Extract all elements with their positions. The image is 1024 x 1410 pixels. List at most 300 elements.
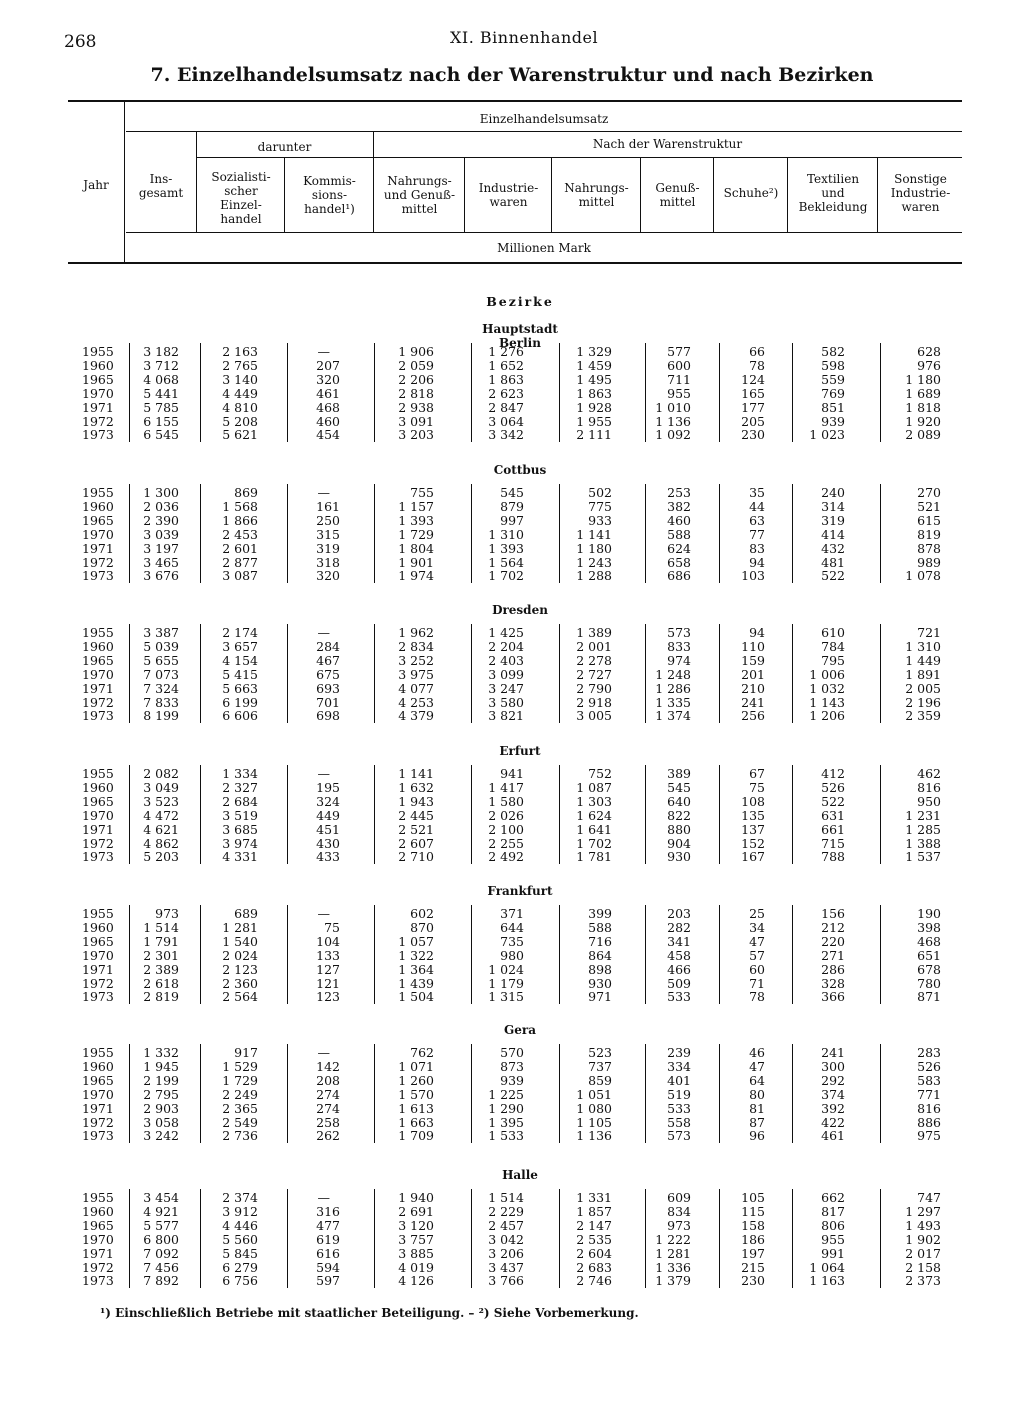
cell-industrie: 3 342: [488, 427, 524, 443]
cell-sozialistisch: 2 601: [222, 540, 258, 556]
cell-schuhe: 135: [741, 807, 765, 823]
cell-schuhe: 103: [741, 568, 765, 584]
cell-year: 1960: [82, 498, 114, 514]
table-row: [0, 837, 1024, 851]
cell-sonstige: 190: [917, 906, 941, 921]
cell-industrie: 3 064: [488, 413, 524, 429]
cell-sonstige: 615: [917, 512, 941, 528]
cell-sozialistisch: 1 540: [222, 933, 258, 949]
cell-nahrung_genuss: 3 120: [398, 1217, 434, 1233]
cell-nahrung_genuss: 2 206: [398, 371, 434, 387]
table-row: [0, 781, 1024, 795]
cell-sonstige: 2 196: [905, 694, 941, 710]
cell-insgesamt: 4 068: [143, 371, 179, 387]
table-row: [0, 1191, 1024, 1205]
cell-schuhe: 83: [749, 540, 765, 556]
header-vline: [713, 158, 714, 232]
cell-year: 1971: [82, 1245, 114, 1261]
cell-insgesamt: 2 618: [143, 975, 179, 991]
cell-textilien: 240: [821, 485, 845, 500]
cell-schuhe: 96: [749, 1128, 765, 1144]
cell-schuhe: 210: [741, 680, 765, 696]
cell-kommission: —: [317, 625, 330, 640]
cell-genussmittel: 973: [667, 1217, 691, 1233]
cell-nahrungsmittel: 1 389: [576, 625, 612, 640]
cell-genussmittel: 1 281: [655, 1245, 691, 1261]
header-vline: [124, 102, 125, 262]
cell-year: 1965: [82, 933, 114, 949]
header-vline: [551, 158, 552, 232]
cell-kommission: 430: [316, 835, 340, 851]
cell-insgesamt: 5 441: [143, 385, 179, 401]
table-row: [0, 1046, 1024, 1060]
cell-insgesamt: 2 389: [143, 961, 179, 977]
cell-nahrung_genuss: 1 613: [398, 1100, 434, 1116]
cell-kommission: 324: [316, 793, 340, 809]
cell-kommission: 127: [316, 961, 340, 977]
cell-nahrungsmittel: 716: [588, 933, 612, 949]
cell-sozialistisch: 2 765: [222, 357, 258, 373]
cell-sonstige: 771: [917, 1086, 941, 1102]
cell-sozialistisch: 1 866: [222, 512, 258, 528]
cell-schuhe: 105: [741, 1190, 765, 1205]
cell-schuhe: 35: [749, 485, 765, 500]
cell-nahrung_genuss: 2 607: [398, 835, 434, 851]
cell-genussmittel: 588: [667, 526, 691, 542]
cell-insgesamt: 2 301: [143, 947, 179, 963]
cell-schuhe: 110: [741, 638, 765, 654]
cell-textilien: 1 163: [809, 1273, 845, 1289]
cell-genussmittel: 239: [667, 1045, 691, 1060]
cell-sozialistisch: 3 685: [222, 821, 258, 837]
cell-nahrung_genuss: 2 818: [398, 385, 434, 401]
cell-kommission: 619: [316, 1231, 340, 1247]
cell-insgesamt: 7 073: [143, 666, 179, 682]
table-row: [0, 1205, 1024, 1219]
cell-nahrung_genuss: 4 126: [398, 1273, 434, 1289]
cell-sonstige: 1 310: [905, 638, 941, 654]
cell-industrie: 1 024: [488, 961, 524, 977]
cell-sonstige: 1 818: [905, 399, 941, 415]
cell-nahrung_genuss: 2 059: [398, 357, 434, 373]
cell-nahrungsmittel: 2 604: [576, 1245, 612, 1261]
cell-schuhe: 215: [741, 1259, 765, 1275]
cell-sonstige: 462: [917, 766, 941, 781]
cell-sonstige: 1 449: [905, 652, 941, 668]
cell-nahrungsmittel: 1 624: [576, 807, 612, 823]
group-title: Halle: [502, 1168, 538, 1182]
header-vline: [464, 158, 465, 232]
table-row: [0, 359, 1024, 373]
cell-sozialistisch: 6 199: [222, 694, 258, 710]
header-vline: [787, 158, 788, 232]
cell-industrie: 1 310: [488, 526, 524, 542]
cell-schuhe: 94: [749, 625, 765, 640]
header-col-textilien: Textilien und Bekleidung: [798, 172, 868, 214]
cell-textilien: 319: [821, 512, 845, 528]
header-millionen-mark: Millionen Mark: [497, 241, 591, 255]
cell-genussmittel: 203: [667, 906, 691, 921]
cell-kommission: —: [317, 485, 330, 500]
table-row: [0, 767, 1024, 781]
cell-sonstige: 521: [917, 498, 941, 514]
table-row: [0, 823, 1024, 837]
cell-schuhe: 87: [749, 1114, 765, 1130]
cell-schuhe: 78: [749, 989, 765, 1005]
cell-year: 1960: [82, 779, 114, 795]
cell-insgesamt: 3 523: [143, 793, 179, 809]
cell-year: 1970: [82, 1231, 114, 1247]
cell-nahrungsmittel: 737: [588, 1058, 612, 1074]
cell-sozialistisch: 3 657: [222, 638, 258, 654]
cell-schuhe: 46: [749, 1045, 765, 1060]
cell-industrie: 1 417: [488, 779, 524, 795]
cell-year: 1972: [82, 1259, 114, 1275]
cell-kommission: 318: [316, 554, 340, 570]
cell-insgesamt: 2 199: [143, 1072, 179, 1088]
cell-industrie: 1 393: [488, 540, 524, 556]
cell-textilien: 366: [821, 989, 845, 1005]
cell-nahrung_genuss: 1 570: [398, 1086, 434, 1102]
cell-nahrungsmittel: 2 278: [576, 652, 612, 668]
cell-genussmittel: 834: [667, 1203, 691, 1219]
cell-sonstige: 2 373: [905, 1273, 941, 1289]
cell-nahrung_genuss: 762: [410, 1045, 434, 1060]
cell-genussmittel: 558: [667, 1114, 691, 1130]
cell-sozialistisch: 3 974: [222, 835, 258, 851]
cell-textilien: 412: [821, 766, 845, 781]
cell-nahrung_genuss: 1 322: [398, 947, 434, 963]
cell-textilien: 1 023: [809, 427, 845, 443]
footnote: ¹) Einschließlich Betriebe mit staatlicher Beteiligung. – ²) Siehe Vorbemerkung.: [100, 1306, 639, 1320]
cell-insgesamt: 5 039: [143, 638, 179, 654]
cell-nahrungsmittel: 2 790: [576, 680, 612, 696]
cell-sozialistisch: 5 208: [222, 413, 258, 429]
cell-year: 1971: [82, 540, 114, 556]
cell-sozialistisch: 2 549: [222, 1114, 258, 1130]
table-row: [0, 963, 1024, 977]
cell-nahrung_genuss: 1 974: [398, 568, 434, 584]
cell-sozialistisch: 689: [234, 906, 258, 921]
cell-sozialistisch: 1 281: [222, 919, 258, 935]
cell-insgesamt: 2 903: [143, 1100, 179, 1116]
cell-sonstige: 816: [917, 1100, 941, 1116]
cell-genussmittel: 401: [667, 1072, 691, 1088]
cell-nahrung_genuss: 3 252: [398, 652, 434, 668]
cell-sozialistisch: 2 360: [222, 975, 258, 991]
cell-nahrung_genuss: 3 091: [398, 413, 434, 429]
cell-kommission: —: [317, 1190, 330, 1205]
cell-nahrung_genuss: 755: [410, 485, 434, 500]
table-row: [0, 1247, 1024, 1261]
group-title: Dresden: [492, 603, 548, 617]
cell-sonstige: 468: [917, 933, 941, 949]
cell-insgesamt: 4 862: [143, 835, 179, 851]
cell-insgesamt: 1 945: [143, 1058, 179, 1074]
cell-insgesamt: 2 795: [143, 1086, 179, 1102]
cell-nahrungsmittel: 898: [588, 961, 612, 977]
cell-sozialistisch: 2 564: [222, 989, 258, 1005]
header-rule-darunter: [126, 131, 962, 132]
cell-nahrung_genuss: 3 975: [398, 666, 434, 682]
table-row: [0, 949, 1024, 963]
cell-nahrung_genuss: 2 834: [398, 638, 434, 654]
cell-sozialistisch: 3 140: [222, 371, 258, 387]
cell-nahrung_genuss: 1 663: [398, 1114, 434, 1130]
table-row: [0, 1074, 1024, 1088]
cell-year: 1971: [82, 961, 114, 977]
cell-sonstige: 721: [917, 625, 941, 640]
table-row: [0, 935, 1024, 949]
cell-sozialistisch: 1 729: [222, 1072, 258, 1088]
cell-genussmittel: 1 092: [655, 427, 691, 443]
cell-nahrung_genuss: 602: [410, 906, 434, 921]
cell-nahrungsmittel: 1 243: [576, 554, 612, 570]
cell-industrie: 3 042: [488, 1231, 524, 1247]
cell-genussmittel: 282: [667, 919, 691, 935]
cell-sonstige: 989: [917, 554, 941, 570]
cell-nahrung_genuss: 1 157: [398, 498, 434, 514]
cell-schuhe: 25: [749, 906, 765, 921]
cell-sozialistisch: 2 453: [222, 526, 258, 542]
cell-insgesamt: 3 039: [143, 526, 179, 542]
cell-year: 1972: [82, 1114, 114, 1130]
cell-sonstige: 651: [917, 947, 941, 963]
cell-kommission: 433: [316, 849, 340, 865]
cell-genussmittel: 1 248: [655, 666, 691, 682]
cell-sozialistisch: 5 415: [222, 666, 258, 682]
cell-year: 1960: [82, 1058, 114, 1074]
cell-nahrung_genuss: 1 729: [398, 526, 434, 542]
cell-nahrung_genuss: 2 691: [398, 1203, 434, 1219]
cell-nahrungsmittel: 864: [588, 947, 612, 963]
cell-kommission: 451: [316, 821, 340, 837]
cell-textilien: 300: [821, 1058, 845, 1074]
cell-year: 1960: [82, 357, 114, 373]
cell-schuhe: 197: [741, 1245, 765, 1261]
cell-textilien: 314: [821, 498, 845, 514]
cell-nahrungsmittel: 1 080: [576, 1100, 612, 1116]
cell-kommission: 75: [324, 919, 340, 935]
cell-textilien: 1 206: [809, 708, 845, 724]
cell-nahrungsmittel: 1 105: [576, 1114, 612, 1130]
header-einzelhandelsumsatz: Einzelhandelsumsatz: [479, 112, 609, 126]
cell-kommission: 262: [316, 1128, 340, 1144]
cell-genussmittel: 711: [667, 371, 691, 387]
cell-sozialistisch: 6 279: [222, 1259, 258, 1275]
cell-industrie: 1 652: [488, 357, 524, 373]
section-title-bezirke: Bezirke: [486, 294, 554, 309]
group-title: Cottbus: [493, 463, 547, 477]
cell-genussmittel: 382: [667, 498, 691, 514]
cell-nahrungsmittel: 2 111: [576, 427, 612, 443]
cell-schuhe: 77: [749, 526, 765, 542]
cell-industrie: 1 425: [488, 625, 524, 640]
cell-nahrungsmittel: 1 863: [576, 385, 612, 401]
cell-textilien: 286: [821, 961, 845, 977]
cell-industrie: 3 247: [488, 680, 524, 696]
cell-nahrungsmittel: 971: [588, 989, 612, 1005]
cell-industrie: 3 099: [488, 666, 524, 682]
cell-sozialistisch: 2 174: [222, 625, 258, 640]
cell-insgesamt: 3 242: [143, 1128, 179, 1144]
cell-year: 1970: [82, 947, 114, 963]
cell-nahrungsmittel: 859: [588, 1072, 612, 1088]
cell-schuhe: 159: [741, 652, 765, 668]
cell-sonstige: 2 158: [905, 1259, 941, 1275]
cell-year: 1955: [82, 1190, 114, 1205]
cell-textilien: 1 032: [809, 680, 845, 696]
cell-genussmittel: 600: [667, 357, 691, 373]
cell-sozialistisch: 2 877: [222, 554, 258, 570]
cell-insgesamt: 7 456: [143, 1259, 179, 1275]
table-row: [0, 1116, 1024, 1130]
cell-textilien: 991: [821, 1245, 845, 1261]
table-row: [0, 387, 1024, 401]
cell-schuhe: 230: [741, 427, 765, 443]
cell-industrie: 941: [500, 766, 524, 781]
table-row: [0, 1102, 1024, 1116]
cell-nahrung_genuss: 1 804: [398, 540, 434, 556]
cell-sozialistisch: 5 560: [222, 1231, 258, 1247]
cell-year: 1960: [82, 638, 114, 654]
header-vline: [640, 158, 641, 232]
cell-nahrungsmittel: 1 087: [576, 779, 612, 795]
cell-nahrung_genuss: 1 943: [398, 793, 434, 809]
cell-kommission: —: [317, 1045, 330, 1060]
cell-genussmittel: 974: [667, 652, 691, 668]
cell-sonstige: 2 359: [905, 708, 941, 724]
cell-genussmittel: 341: [667, 933, 691, 949]
cell-schuhe: 241: [741, 694, 765, 710]
cell-kommission: 320: [316, 568, 340, 584]
cell-insgesamt: 3 676: [143, 568, 179, 584]
cell-kommission: 468: [316, 399, 340, 415]
cell-insgesamt: 3 465: [143, 554, 179, 570]
cell-kommission: 698: [316, 708, 340, 724]
cell-sonstige: 628: [917, 344, 941, 359]
cell-schuhe: 80: [749, 1086, 765, 1102]
cell-genussmittel: 573: [667, 625, 691, 640]
cell-nahrungsmittel: 588: [588, 919, 612, 935]
cell-industrie: 545: [500, 485, 524, 500]
cell-nahrung_genuss: 1 364: [398, 961, 434, 977]
cell-genussmittel: 640: [667, 793, 691, 809]
cell-industrie: 1 564: [488, 554, 524, 570]
cell-insgesamt: 8 199: [143, 708, 179, 724]
table-row: [0, 640, 1024, 654]
cell-schuhe: 64: [749, 1072, 765, 1088]
cell-insgesamt: 4 621: [143, 821, 179, 837]
page-number: 268: [64, 32, 97, 52]
cell-schuhe: 34: [749, 919, 765, 935]
cell-schuhe: 205: [741, 413, 765, 429]
cell-sonstige: 2 005: [905, 680, 941, 696]
cell-sozialistisch: 917: [234, 1045, 258, 1060]
cell-sonstige: 816: [917, 779, 941, 795]
cell-schuhe: 44: [749, 498, 765, 514]
cell-textilien: 461: [821, 1128, 845, 1144]
cell-insgesamt: 3 387: [143, 625, 179, 640]
cell-nahrung_genuss: 870: [410, 919, 434, 935]
cell-kommission: —: [317, 344, 330, 359]
group-title: Erfurt: [499, 744, 541, 758]
cell-kommission: 258: [316, 1114, 340, 1130]
group-title: Frankfurt: [487, 884, 553, 898]
cell-sozialistisch: 869: [234, 485, 258, 500]
cell-textilien: 598: [821, 357, 845, 373]
cell-industrie: 644: [500, 919, 524, 935]
cell-textilien: 795: [821, 652, 845, 668]
cell-textilien: 955: [821, 1231, 845, 1247]
table-row: [0, 415, 1024, 429]
cell-schuhe: 67: [749, 766, 765, 781]
cell-sozialistisch: 2 684: [222, 793, 258, 809]
cell-kommission: 104: [316, 933, 340, 949]
cell-genussmittel: 577: [667, 344, 691, 359]
cell-kommission: 284: [316, 638, 340, 654]
table-row: [0, 668, 1024, 682]
cell-kommission: 142: [316, 1058, 340, 1074]
cell-textilien: 806: [821, 1217, 845, 1233]
cell-insgesamt: 1 514: [143, 919, 179, 935]
cell-kommission: —: [317, 906, 330, 921]
cell-industrie: 2 204: [488, 638, 524, 654]
cell-textilien: 769: [821, 385, 845, 401]
cell-insgesamt: 5 577: [143, 1217, 179, 1233]
cell-nahrungsmittel: 1 331: [576, 1190, 612, 1205]
cell-schuhe: 57: [749, 947, 765, 963]
cell-sonstige: 526: [917, 1058, 941, 1074]
table-row: [0, 528, 1024, 542]
cell-sozialistisch: 1 568: [222, 498, 258, 514]
cell-nahrungsmittel: 1 641: [576, 821, 612, 837]
table-row: [0, 428, 1024, 442]
header-col-sonstige: Sonstige Industrie- waren: [890, 172, 951, 214]
cell-textilien: 939: [821, 413, 845, 429]
cell-schuhe: 47: [749, 1058, 765, 1074]
cell-sonstige: 1 891: [905, 666, 941, 682]
cell-genussmittel: 624: [667, 540, 691, 556]
cell-schuhe: 256: [741, 708, 765, 724]
cell-genussmittel: 930: [667, 849, 691, 865]
cell-year: 1971: [82, 1100, 114, 1116]
cell-industrie: 1 395: [488, 1114, 524, 1130]
cell-sonstige: 975: [917, 1128, 941, 1144]
cell-industrie: 1 225: [488, 1086, 524, 1102]
cell-nahrungsmittel: 2 683: [576, 1259, 612, 1275]
table-row: [0, 921, 1024, 935]
cell-sonstige: 270: [917, 485, 941, 500]
cell-year: 1960: [82, 919, 114, 935]
cell-sozialistisch: 2 163: [222, 344, 258, 359]
cell-sonstige: 678: [917, 961, 941, 977]
cell-schuhe: 230: [741, 1273, 765, 1289]
cell-industrie: 2 100: [488, 821, 524, 837]
cell-sozialistisch: 3 519: [222, 807, 258, 823]
cell-nahrung_genuss: 1 393: [398, 512, 434, 528]
cell-nahrung_genuss: 1 962: [398, 625, 434, 640]
table-row: [0, 626, 1024, 640]
cell-kommission: 316: [316, 1203, 340, 1219]
table-row: [0, 1088, 1024, 1102]
cell-nahrung_genuss: 4 253: [398, 694, 434, 710]
cell-textilien: 156: [821, 906, 845, 921]
cell-sonstige: 950: [917, 793, 941, 809]
header-jahr: Jahr: [83, 178, 109, 192]
cell-genussmittel: 1 379: [655, 1273, 691, 1289]
header-col-insgesamt: Ins- gesamt: [138, 172, 184, 200]
